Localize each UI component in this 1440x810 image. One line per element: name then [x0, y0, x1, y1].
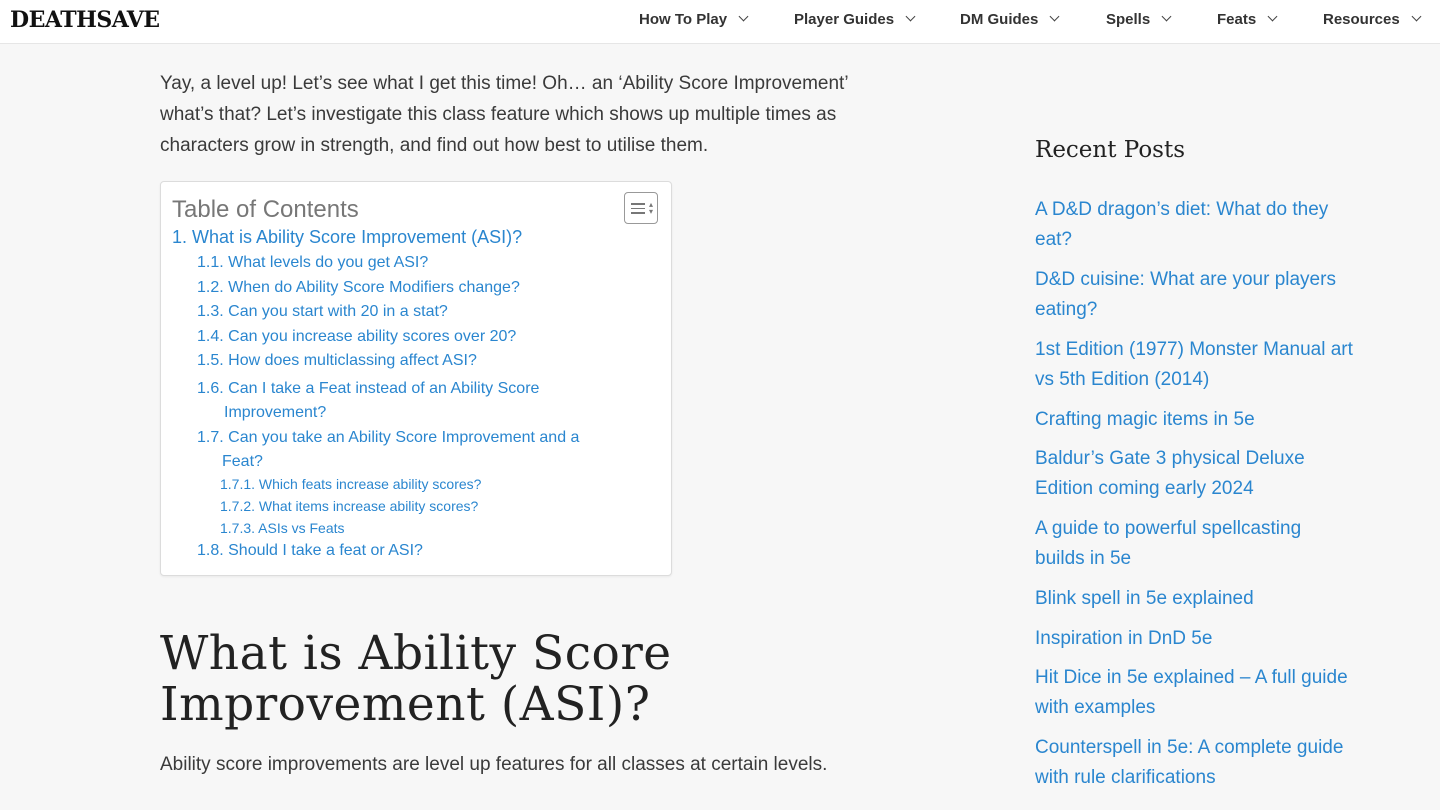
nav-feats[interactable]: [1217, 11, 1276, 31]
site-logo[interactable]: DEATHSAVE: [10, 7, 160, 33]
recent-post-link[interactable]: [1035, 514, 1375, 574]
recent-post-link[interactable]: [1035, 663, 1375, 723]
post-title-line: with examples: [1035, 697, 1156, 718]
intro-line: characters grow in strength, and find out how best to utilise them.: [160, 135, 709, 156]
nav-label: Spells: [1106, 11, 1151, 28]
intro-line: Yay, a level up! Let’s see what I get this time! Oh… an ‘Ability Score Improvement’: [160, 73, 849, 94]
toc-link-1-5[interactable]: [197, 352, 477, 370]
section-heading: [160, 628, 860, 730]
post-title-line: builds in 5e: [1035, 548, 1132, 569]
toc-link-text: 1. What is Ability Score Improvement (ASI)?: [172, 227, 523, 247]
toc-link-1-7[interactable]: [197, 426, 579, 474]
nav-player-guides[interactable]: [794, 11, 914, 31]
post-title-line: A D&D dragon’s diet: What do they: [1035, 199, 1329, 220]
post-title-line: Counterspell in 5e: A complete guide: [1035, 737, 1344, 758]
nav-label: Resources: [1323, 11, 1400, 28]
toc-link-text: 1.7. Can you take an Ability Score Improvement and a: [197, 429, 580, 446]
intro-paragraph: [160, 68, 880, 161]
chevron-down-icon: [906, 12, 916, 22]
site-header: [0, 0, 1440, 44]
toc-link-1[interactable]: [172, 227, 522, 248]
recent-post-link[interactable]: [1035, 733, 1375, 793]
toc-link-text: Improvement?: [224, 404, 327, 421]
chevron-down-icon: [1268, 12, 1278, 22]
body-paragraph: Ability score improvements are level up features for all classes at certain levels.: [160, 754, 828, 775]
post-title-line: eat?: [1035, 229, 1072, 250]
post-title-line: Baldur’s Gate 3 physical Deluxe: [1035, 448, 1305, 469]
post-title-line: Blink spell in 5e explained: [1035, 588, 1254, 609]
nav-spells[interactable]: [1106, 11, 1170, 31]
post-title-line: eating?: [1035, 299, 1098, 320]
toc-link-text: 1.8. Should I take a feat or ASI?: [197, 542, 423, 559]
recent-post-link[interactable]: [1035, 444, 1375, 504]
nav-dm-guides[interactable]: [960, 11, 1058, 31]
toc-link-text: 1.4. Can you increase ability scores over 20?: [197, 328, 517, 345]
heading-line: Improvement (ASI)?: [160, 677, 651, 732]
toc-link-text: 1.7.1. Which feats increase ability scores?: [220, 476, 482, 492]
nav-label: Feats: [1217, 11, 1257, 28]
toc-link-text: 1.1. What levels do you get ASI?: [197, 254, 429, 271]
recent-post-link[interactable]: [1035, 335, 1375, 395]
chevron-down-icon: [1411, 12, 1421, 22]
toc-link-1-6[interactable]: [197, 377, 539, 425]
toc-link-1-2[interactable]: [197, 279, 520, 297]
list-icon: [631, 203, 645, 217]
toc-link-1-1[interactable]: [197, 254, 428, 272]
nav-how-to-play[interactable]: [639, 11, 747, 31]
recent-post-link[interactable]: [1035, 624, 1375, 654]
toc-link-text: 1.3. Can you start with 20 in a stat?: [197, 303, 448, 320]
chevron-down-icon: [739, 12, 749, 22]
post-title-line: Inspiration in DnD 5e: [1035, 628, 1213, 649]
recent-post-link[interactable]: [1035, 265, 1375, 325]
post-title-line: Crafting magic items in 5e: [1035, 409, 1255, 430]
toc-link-1-7-2[interactable]: [220, 498, 478, 514]
toc-link-1-7-1[interactable]: [220, 476, 481, 492]
recent-posts-title: Recent Posts: [1035, 137, 1186, 163]
post-title-line: A guide to powerful spellcasting: [1035, 518, 1302, 539]
chevron-down-icon: [1050, 12, 1060, 22]
toc-link-1-7-3[interactable]: [220, 520, 345, 536]
post-title-line: 1st Edition (1977) Monster Manual art: [1035, 339, 1353, 360]
intro-line: what’s that? Let’s investigate this class feature which shows up multiple times as: [160, 104, 837, 125]
toc-link-text: 1.7.3. ASIs vs Feats: [220, 520, 345, 536]
toc-link-text: 1.5. How does multiclassing affect ASI?: [197, 352, 477, 369]
post-title-line: with rule clarifications: [1035, 767, 1216, 788]
recent-post-link[interactable]: [1035, 584, 1375, 614]
toc-link-text: 1.7.2. What items increase ability scores?: [220, 498, 479, 514]
chevron-down-icon: [1162, 12, 1172, 22]
toc-link-text: 1.2. When do Ability Score Modifiers change?: [197, 279, 520, 296]
post-title-line: D&D cuisine: What are your players: [1035, 269, 1336, 290]
toc-link-text: Feat?: [222, 453, 263, 470]
post-title-line: Hit Dice in 5e explained – A full guide: [1035, 667, 1348, 688]
nav-resources[interactable]: [1323, 11, 1420, 31]
toc-link-1-4[interactable]: [197, 328, 516, 346]
nav-label: How To Play: [639, 11, 728, 28]
toc-link-text: 1.6. Can I take a Feat instead of an Ability Score: [197, 380, 540, 397]
nav-label: DM Guides: [960, 11, 1039, 28]
toc-link-1-3[interactable]: [197, 303, 448, 321]
recent-post-link[interactable]: [1035, 195, 1375, 255]
heading-line: What is Ability Score: [160, 626, 672, 681]
toc-title: Table of Contents: [172, 196, 359, 223]
sort-arrows-icon: ▴ ▾: [649, 200, 654, 216]
toc-toggle-button[interactable]: [624, 192, 658, 224]
nav-label: Player Guides: [794, 11, 895, 28]
post-title-line: vs 5th Edition (2014): [1035, 369, 1210, 390]
toc-link-1-8[interactable]: [197, 542, 423, 560]
table-of-contents: [160, 181, 672, 576]
post-title-line: Edition coming early 2024: [1035, 478, 1254, 499]
recent-post-link[interactable]: [1035, 405, 1375, 435]
